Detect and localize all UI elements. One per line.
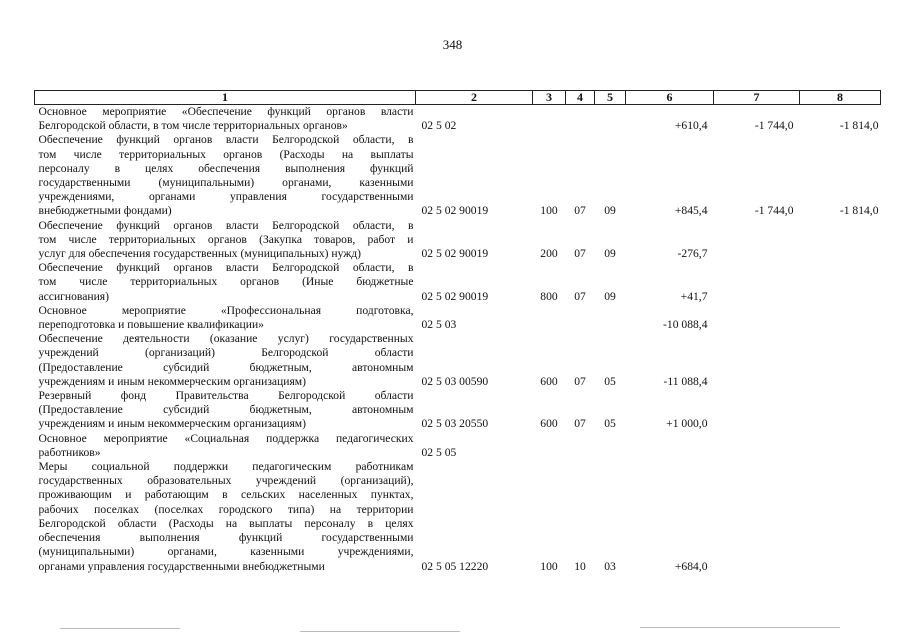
column-header-6: 6 (626, 91, 714, 105)
row-amount-7 (714, 304, 800, 332)
description-line: (Предоставление субсидий бюджетным, автономным (38, 360, 414, 374)
table-row (35, 304, 881, 332)
row-amount-6 (626, 432, 714, 460)
table-row (35, 389, 881, 432)
description-line: (Предоставление субсидий бюджетным, автономным (38, 403, 414, 417)
row-amount-8 (800, 389, 881, 432)
table-header-row (35, 91, 881, 105)
row-description (35, 261, 416, 304)
row-amount-7 (714, 432, 800, 460)
row-amount-6: +845,4 (674, 204, 708, 218)
row-subsection: 09 (604, 247, 616, 261)
column-header-8: 8 (800, 91, 881, 105)
row-amount-7 (714, 460, 800, 574)
row-code: 02 5 05 12220 (421, 559, 489, 573)
row-amount-6: -276,7 (677, 247, 708, 261)
row-amount-7 (714, 261, 800, 304)
column-header-1: 1 (35, 91, 416, 105)
row-section (566, 105, 595, 134)
row-expense-type: 600 (540, 417, 558, 431)
table-row (35, 133, 881, 218)
row-amount-8 (800, 332, 881, 389)
budget-table (34, 90, 881, 574)
row-code: 02 5 03 (421, 318, 457, 332)
row-description (35, 460, 416, 574)
table-row (35, 105, 881, 134)
description-line: государственных образовательных учреждений (организаций), (38, 474, 414, 488)
row-description (35, 432, 416, 460)
table-row (35, 432, 881, 460)
table-row (35, 261, 881, 304)
row-amount-6: -10 088,4 (663, 318, 708, 332)
column-header-4: 4 (566, 91, 595, 105)
description-line: Обеспечение деятельности (оказание услуг) государственных (38, 332, 414, 346)
description-line: ассигнования) (38, 289, 109, 303)
row-amount-8 (800, 304, 881, 332)
description-line: Обеспечение функций органов власти Белгородской области, в (38, 133, 414, 147)
row-amount-6: +610,4 (674, 119, 708, 133)
description-line: Основное мероприятие «Профессиональная подготовка, (38, 303, 414, 317)
row-expense-type: 200 (540, 247, 558, 261)
row-code: 02 5 02 90019 (421, 247, 489, 261)
row-section: 07 (574, 289, 586, 303)
row-subsection: 05 (604, 374, 616, 388)
description-line: (муниципальными) органами, казенными учреждениями, (38, 545, 414, 559)
column-header-7: 7 (714, 91, 800, 105)
row-expense-type (533, 432, 566, 460)
description-line: учреждениями, органами управления государственными (38, 190, 414, 204)
description-line: государственными (муниципальными) органами, казенными (38, 176, 414, 190)
row-expense-type (533, 304, 566, 332)
description-line: внебюджетными фондами) (38, 204, 172, 218)
row-amount-7 (714, 389, 800, 432)
row-code: 02 5 02 90019 (421, 289, 489, 303)
description-line: органами управления государственными внебюджетными (38, 559, 325, 573)
row-subsection (595, 432, 626, 460)
table-body (35, 105, 881, 574)
row-code: 02 5 05 (421, 445, 457, 459)
row-section (566, 304, 595, 332)
description-line: том числе территориальных органов (Закупка товаров, работ и (38, 232, 414, 246)
description-line: переподготовка и повышение квалификации» (38, 318, 264, 332)
row-amount-8 (800, 432, 881, 460)
table-row (35, 460, 881, 574)
column-header-2: 2 (416, 91, 533, 105)
description-line: Основное мероприятие «Обеспечение функций органов власти (38, 105, 414, 118)
column-header-5: 5 (595, 91, 626, 105)
row-description (35, 105, 416, 134)
description-line: обеспечения выполнения функций государственными (38, 531, 414, 545)
row-amount-7: -1 744,0 (754, 119, 794, 133)
row-amount-8 (800, 261, 881, 304)
row-section: 07 (574, 417, 586, 431)
row-expense-type (533, 105, 566, 134)
description-line: Обеспечение функций органов власти Белгородской области, в (38, 261, 414, 275)
row-section: 10 (574, 559, 586, 573)
description-line: Обеспечение функций органов власти Белгородской области, в (38, 218, 414, 232)
description-line: рабочих поселках (поселках городского типа) на территории (38, 502, 414, 516)
row-amount-8: -1 814,0 (839, 119, 879, 133)
description-line: том числе территориальных органов (Расходы на выплаты (38, 147, 414, 161)
row-expense-type: 800 (540, 289, 558, 303)
row-description (35, 133, 416, 218)
row-section: 07 (574, 374, 586, 388)
row-amount-7 (714, 219, 800, 262)
row-amount-7: -1 744,0 (754, 204, 794, 218)
description-line: Белгородской области (Расходы на выплаты персоналу в целях (38, 516, 414, 530)
row-amount-6: +684,0 (674, 559, 708, 573)
row-description (35, 304, 416, 332)
row-section (566, 432, 595, 460)
row-subsection: 05 (604, 417, 616, 431)
table-row (35, 219, 881, 262)
description-line: персоналу в целях обеспечения выполнения функций (38, 161, 414, 175)
description-line: Основное мероприятие «Социальная поддержка педагогических (38, 431, 414, 445)
row-amount-8 (800, 219, 881, 262)
row-subsection: 09 (604, 204, 616, 218)
description-line: учреждениям и иным некоммерческим организациям) (38, 417, 306, 431)
row-subsection (595, 105, 626, 134)
row-description (35, 219, 416, 262)
page-number: 348 (442, 37, 463, 52)
row-subsection: 09 (604, 289, 616, 303)
row-code: 02 5 03 20550 (421, 417, 489, 431)
row-subsection: 03 (604, 559, 616, 573)
row-description (35, 332, 416, 389)
row-section: 07 (574, 247, 586, 261)
description-line: Меры социальной поддержки педагогическим работникам (38, 460, 414, 474)
description-line: услуг для обеспечения государственных (муниципальных) нужд) (38, 247, 362, 261)
column-header-3: 3 (533, 91, 566, 105)
row-amount-8 (800, 460, 881, 574)
row-amount-6: -11 088,4 (663, 374, 708, 388)
row-expense-type: 600 (540, 374, 558, 388)
row-amount-6: +1 000,0 (666, 417, 708, 431)
description-line: Белгородской области, в том числе территориальных органов» (38, 119, 348, 133)
row-amount-6: +41,7 (680, 289, 708, 303)
row-amount-7 (714, 332, 800, 389)
description-line: работников» (38, 445, 101, 459)
description-line: том числе территориальных органов (Иные бюджетные (38, 275, 414, 289)
table-row (35, 332, 881, 389)
row-code: 02 5 02 (421, 119, 457, 133)
row-expense-type: 100 (540, 204, 558, 218)
description-line: проживающим и работающим в сельских населенных пунктах, (38, 488, 414, 502)
row-amount-8: -1 814,0 (839, 204, 879, 218)
row-expense-type: 100 (540, 559, 558, 573)
row-section: 07 (574, 204, 586, 218)
row-subsection (595, 304, 626, 332)
description-line: Резервный фонд Правительства Белгородской области (38, 389, 414, 403)
row-description (35, 389, 416, 432)
row-code: 02 5 02 90019 (421, 204, 489, 218)
row-code: 02 5 03 00590 (421, 374, 489, 388)
description-line: учреждениям и иным некоммерческим организациям) (38, 374, 306, 388)
description-line: учреждений (организаций) Белгородской области (38, 346, 414, 360)
